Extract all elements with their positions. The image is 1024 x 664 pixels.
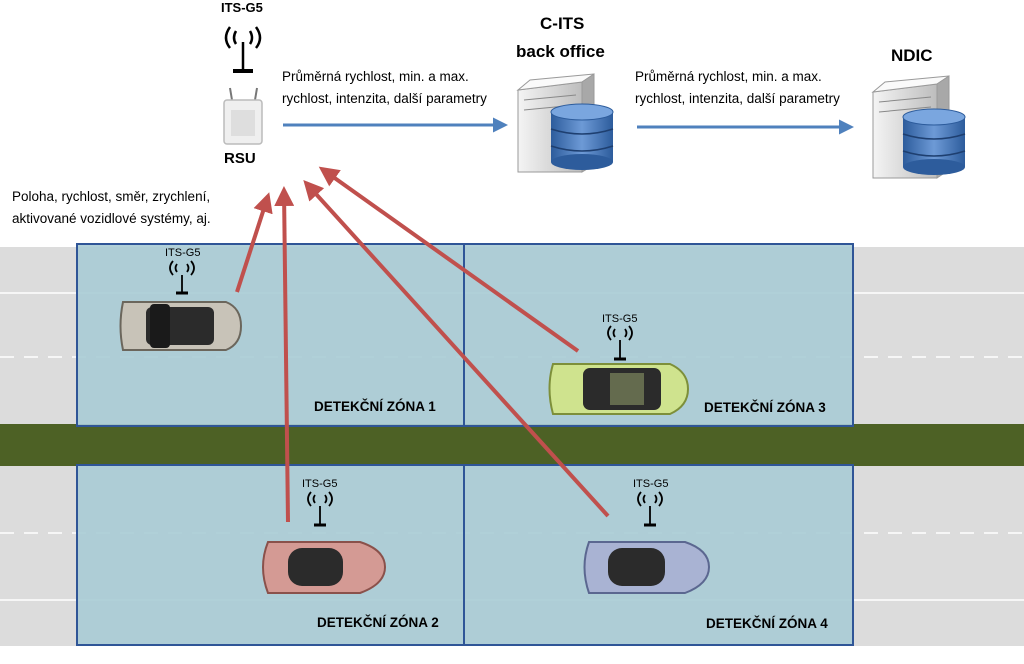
- cits-to-ndic-text-line1: Průměrná rychlost, min. a max.: [635, 69, 822, 84]
- vehicle-2: [263, 542, 385, 593]
- ndic-label: NDIC: [891, 46, 933, 65]
- rsu-device-icon: [224, 88, 262, 144]
- c-its-database-icon: [551, 104, 613, 170]
- vehicle-3-antenna-label: ITS-G5: [602, 313, 638, 325]
- vehicle-1: [121, 302, 242, 350]
- zone-2-label: DETEKČNÍ ZÓNA 2: [317, 615, 439, 630]
- cits-to-ndic-text-line2: rychlost, intenzita, další parametry: [635, 91, 840, 106]
- c-its-title: C-ITS: [540, 14, 585, 33]
- rsu-antenna-label: ITS-G5: [221, 0, 263, 15]
- ndic-database-icon: [903, 109, 965, 175]
- median-strip: [0, 424, 1024, 466]
- zone-1-label: DETEKČNÍ ZÓNA 1: [314, 399, 436, 414]
- rsu-antenna-icon: [226, 27, 260, 71]
- vehicle-4: [585, 542, 710, 593]
- rsu-to-cits-text-line2: rychlost, intenzita, další parametry: [282, 91, 487, 106]
- vehicle-2-antenna-label: ITS-G5: [302, 478, 338, 490]
- car-roof: [608, 548, 665, 586]
- c-its-subtitle: back office: [516, 42, 605, 61]
- vehicle-data-text-line2: aktivované vozidlové systémy, aj.: [12, 211, 211, 226]
- vehicle-4-antenna-label: ITS-G5: [633, 478, 669, 490]
- car-roof: [288, 548, 343, 586]
- vehicle-1-antenna-label: ITS-G5: [165, 247, 201, 259]
- rsu-label: RSU: [224, 150, 256, 167]
- zone-3-label: DETEKČNÍ ZÓNA 3: [704, 400, 826, 415]
- vehicle-3: [550, 364, 689, 414]
- zone-4-label: DETEKČNÍ ZÓNA 4: [706, 616, 828, 631]
- vehicle-data-text-line1: Poloha, rychlost, směr, zrychlení,: [12, 189, 211, 204]
- rsu-to-cits-text-line1: Průměrná rychlost, min. a max.: [282, 69, 469, 84]
